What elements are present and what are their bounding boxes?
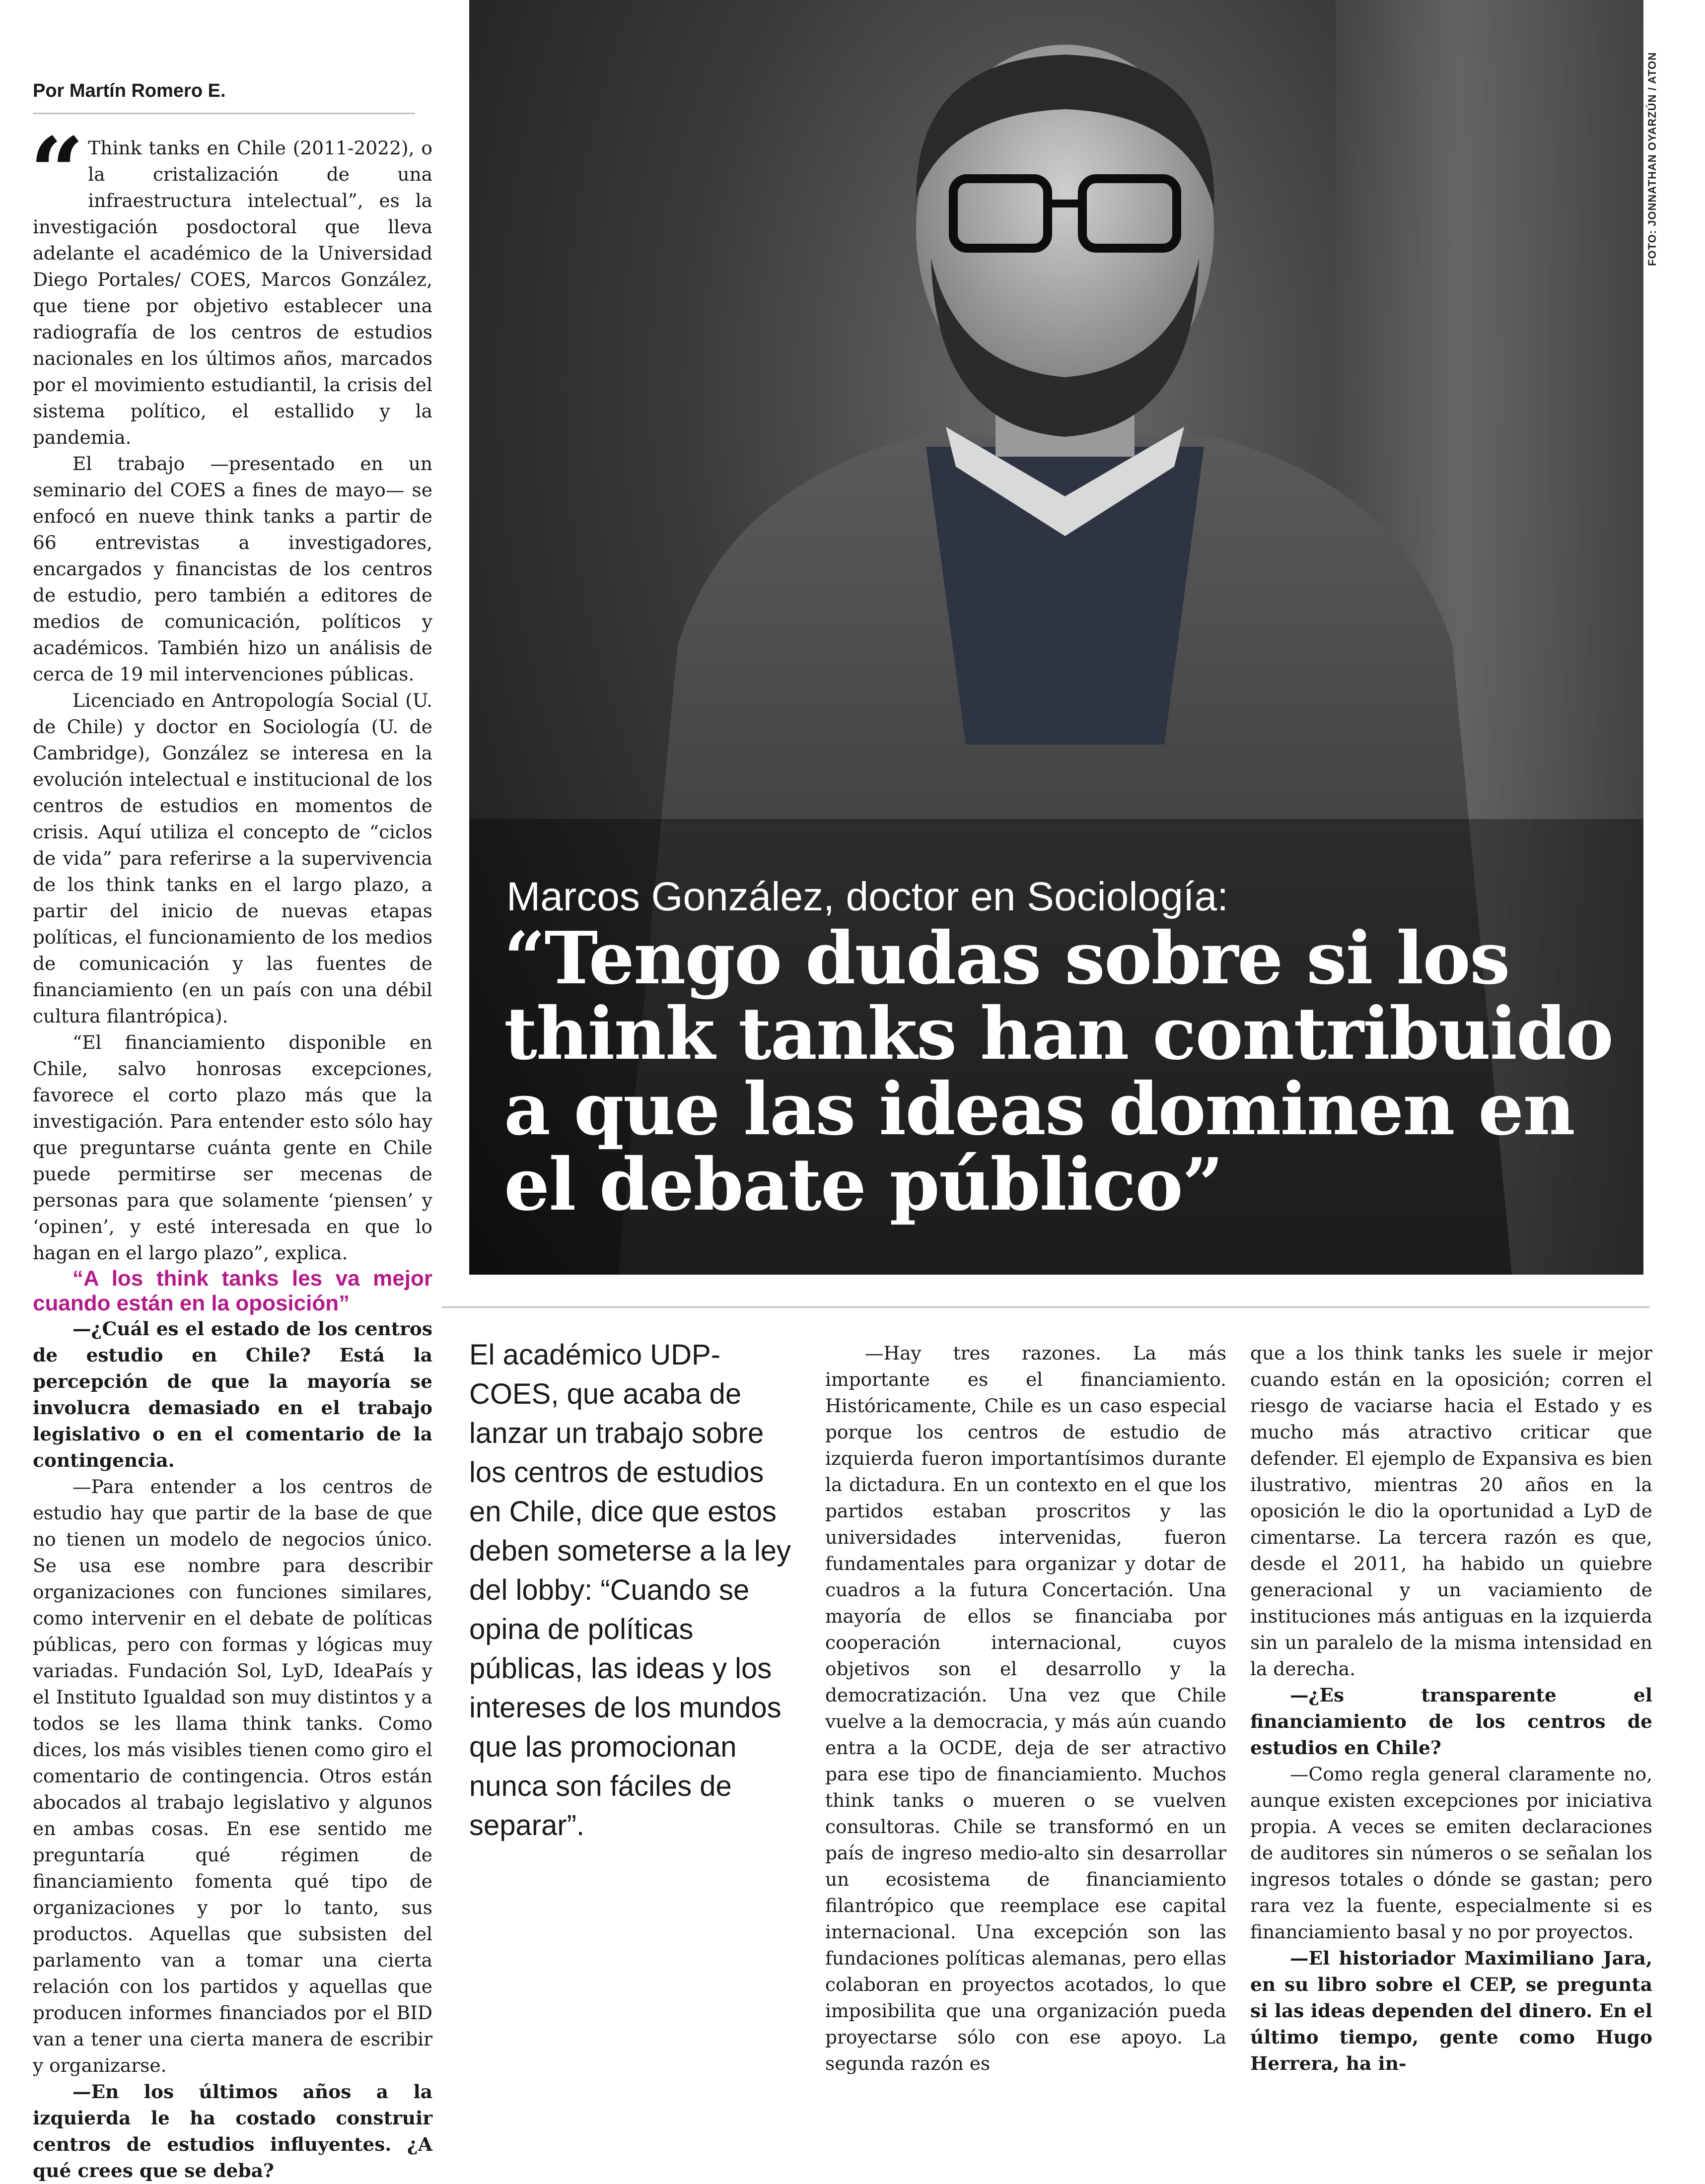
byline: Por Martín Romero E. [33, 80, 415, 114]
intro-paragraph: “ Think tanks en Chile (2011-2022), o la cristalización de una infraestructura intelectual”, es la investigación posdoctoral que lleva adelante el académico de la Universidad Diego Portales/ COES, Marcos González, que tiene por objetivo establecer una radiografía de los centros de estudios nacionales en los últimos años, marcados por el movimiento estudiantil, la crisis del sistema político, el estallido y la pandemia. [30, 117, 432, 448]
interview-question: —El historiador Maximiliano Jara, en su libro sobre el CEP, se pregunta si las ideas dependen del dinero. En el último tiempo, gente como Hugo Herrera, ha in- [1250, 1947, 1652, 2074]
interview-answer: —Como regla general claramente no, aunque existen excepciones por iniciativa propia. A veces se emiten declaraciones de auditores sin números o se señalan los ingresos totales o dónde se gastan; pero rara vez la fuente, especialmente si es financiamiento basal y no por proyectos. [1250, 1763, 1652, 1943]
pull-quote: El académico UDP-COES, que acaba de lanzar un trabajo sobre los centros de estudios en Chile, dice que estos deben someterse a la ley del lobby: “Cuando se opina de políticas públicas, las ideas y los intereses de los mundos que las promocionan nunca son fáciles de separar”. [469, 1339, 791, 1842]
article-column-4 [1250, 1340, 1652, 2077]
interview-question: —¿Cuál es el estado de los centros de estudio en Chile? Está la percepción de que la mayoría se involucra demasiado en el trabajo legislativo o en el comentario de la contingencia. [33, 1318, 432, 1471]
interview-answer-continued: que a los think tanks les suele ir mejor cuando están en la oposición; corren el riesgo de vaciarse hacia el Estado y es mucho más atractivo criticar que defender. El ejemplo de Expansiva es bien ilustrativo, mientras 20 años en la oposición le dio la oportunidad a LyD de cimentarse. La tercera razón es que, desde el 2011, ha habido un quiebre generacional y un vaciamiento de instituciones más antiguas en la izquierda sin un paralelo de la misma intensidad en la derecha. [1250, 1342, 1652, 1680]
section-subhead: “A los think tanks les va mejor cuando están en la oposición” [33, 1266, 432, 1315]
body-paragraph: Licenciado en Antropología Social (U. de Chile) y doctor en Sociología (U. de Cambridge), González se interesa en la evolución intelectual e institucional de los centros de estudios en momentos de crisis. Aquí utiliza el concepto de “ciclos de vida” para referirse a la supervivencia de los think tanks en el largo plazo, a partir del inicio de nuevas etapas políticas, el funcionamiento de los medios de comunicación y las fuentes de financiamiento (en un país con una débil cultura filantrópica). [33, 689, 432, 1027]
interview-question: —¿Es transparente el financiamiento de los centros de estudios en Chile? [1250, 1684, 1652, 1759]
body-paragraph: “El financiamiento disponible en Chile, salvo honrosas excepciones, favorece el corto plazo más que la investigación. Para entender esto sólo hay que preguntarse cuánta gente en Chile puede permitirse ser mecenas de personas para que solamente ‘piensen’ y ‘opinen’, y esté interesada en que lo hagan en el largo plazo”, explica. [33, 1031, 432, 1264]
headline: “Tengo dudas sobre si los think tanks han contribuido a que las ideas dominen en el debate público” [504, 916, 1613, 1227]
drop-quote-mark: “ [30, 117, 84, 227]
interview-question: —En los últimos años a la izquierda le ha costado construir centros de estudios influyentes. ¿A qué crees que se deba? [33, 2081, 432, 2182]
body-paragraph: El trabajo —presentado en un seminario del COES a fines de mayo— se enfocó en nueve think tanks a partir de 66 entrevistas a investigadores, encargados y financistas de los centros de estudio, pero también a editores de medios de comunicación, políticos y académicos. También hizo un análisis de cerca de 19 mil intervenciones públicas. [33, 453, 432, 685]
section-divider [442, 1306, 1649, 1308]
photo-credit: FOTO: JONNATHAN OYARZÚN / ATON [1646, 52, 1658, 266]
interview-answer: —Para entender a los centros de estudio hay que partir de la base de que no tienen un modelo de negocios único. Se usa ese nombre para describir organizaciones con funciones similares, como intervenir en el debate de políticas públicas, pero con formas y lógicas muy variadas. Fundación Sol, LyD, IdeaPaís y el Instituto Igualdad son muy distintos y a todos se les llama think tanks. Como dices, los más visibles tienen como giro el comentario de contingencia. Otros están abocados al trabajo legislativo y algunos en ambas cosas. En ese sentido me preguntaría qué régimen de financiamiento fomenta qué tipo de organizaciones y por lo tanto, sus productos. Aquellas que subsisten del parlamento van a tomar una cierta relación con los partidos y aquellas que producen informes financiados por el BID van a tener una cierta manera de escribir y organizarse. [33, 1476, 432, 2076]
headline-kicker: Marcos González, doctor en Sociología: [506, 874, 1228, 919]
article-column-1 [30, 117, 432, 2184]
interview-answer: —Hay tres razones. La más importante es el financiamiento. Históricamente, Chile es un caso especial porque los centros de estudio de izquierda fueron importantísimos durante la dictadura. En un contexto en el que los partidos estaban proscritos y las universidades intervenidas, fueron fundamentales para organizar y dotar de cuadros a la futura Concertación. Una mayoría de ellos se financiaba por cooperación internacional, cuyos objetivos son el desarrollo y la democratización. Una vez que Chile vuelve a la democracia, y más aún cuando entra a la OCDE, deja de ser atractivo para ese tipo de financiamiento. Muchos think tanks o mueren o se vuelven consultoras. Chile se transformó en un país de ingreso medio-alto sin desarrollar un ecosistema de financiamiento filantrópico que reemplace ese capital internacional. Una excepción son las fundaciones políticas alemanas, pero ellas colaboran en proyectos acotados, lo que imposibilita que una organización pueda proyectarse sólo con ese apoyo. La segunda razón es [825, 1342, 1226, 2074]
article-column-3 [825, 1340, 1226, 2077]
